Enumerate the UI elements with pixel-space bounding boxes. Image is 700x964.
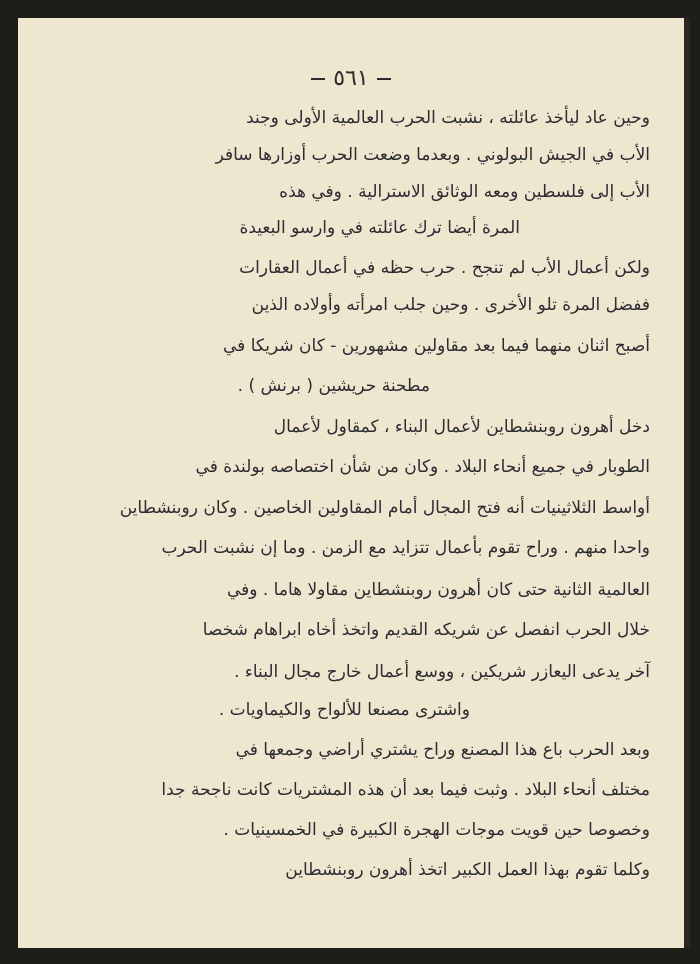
text-line: وخصوصا حين قويت موجات الهجرة الكبيرة في الخمسينيات . xyxy=(223,820,650,840)
text-line: دخل أهرون روبنشطاين لأعمال البناء ، كمقاول لأعمال xyxy=(273,417,650,437)
text-line: أواسط الثلاثينيات أنه فتح المجال أمام المقاولين الخاصين . وكان روبنشطاين xyxy=(119,498,650,518)
text-line: الأب في الجيش البولوني . وبعدما وضعت الحرب أوزارها سافر xyxy=(215,145,650,165)
text-line: مطحنة حريشين ( برنش ) . xyxy=(237,376,430,396)
text-line: وحين عاد ليأخذ عائلته ، نشبت الحرب العالمية الأولى وجند xyxy=(246,108,650,128)
text-line: العالمية الثانية حتى كان أهرون روبنشطاين مقاولا هاما . وفي xyxy=(226,580,650,600)
page-number-dash-left xyxy=(311,78,325,80)
text-line: أصبح اثنان منهما فيما بعد مقاولين مشهورين - كان شريكا في xyxy=(223,336,650,356)
text-line: خلال الحرب انفصل عن شريكه القديم واتخذ أخاه ابراهام شخصا xyxy=(202,620,650,640)
text-line: وكلما تقوم بهذا العمل الكبير اتخذ أهرون روبنشطاين xyxy=(285,860,650,880)
text-line: واشترى مصنعا للألواح والكيماويات . xyxy=(218,700,470,720)
text-line: المرة أيضا ترك عائلته في وارسو البعيدة xyxy=(239,218,520,238)
manuscript-page xyxy=(18,18,690,948)
text-line: الطوبار في جميع أنحاء البلاد . وكان من شأن اختصاصه بولندة في xyxy=(195,457,650,477)
page-number xyxy=(18,66,684,91)
text-line: ولكن أعمال الأب لم تنجح . حرب حظه في أعمال العقارات xyxy=(239,258,650,278)
text-line: مختلف أنحاء البلاد . وثبت فيما بعد أن هذه المشتريات كانت ناجحة جدا xyxy=(161,780,650,800)
text-line: وبعد الحرب باع هذا المصنع وراح يشتري أراضي وجمعها في xyxy=(235,740,650,760)
text-line: آخر يدعى اليعازر شريكين ، ووسع أعمال خارج مجال البناء . xyxy=(234,662,650,682)
page-number-text: ٥٦١ xyxy=(333,66,369,91)
page-number-dash-right xyxy=(377,78,391,80)
text-line: ففضل المرة تلو الأخرى . وحين جلب امرأته وأولاده الذين xyxy=(251,295,650,315)
text-line: واحدا منهم . وراح تقوم بأعمال تتزايد مع الزمن . وما إن نشبت الحرب xyxy=(161,538,650,558)
text-line: الأب إلى فلسطين ومعه الوثائق الاسترالية . وفي هذه xyxy=(279,182,650,202)
handwritten-text-block xyxy=(36,90,650,908)
